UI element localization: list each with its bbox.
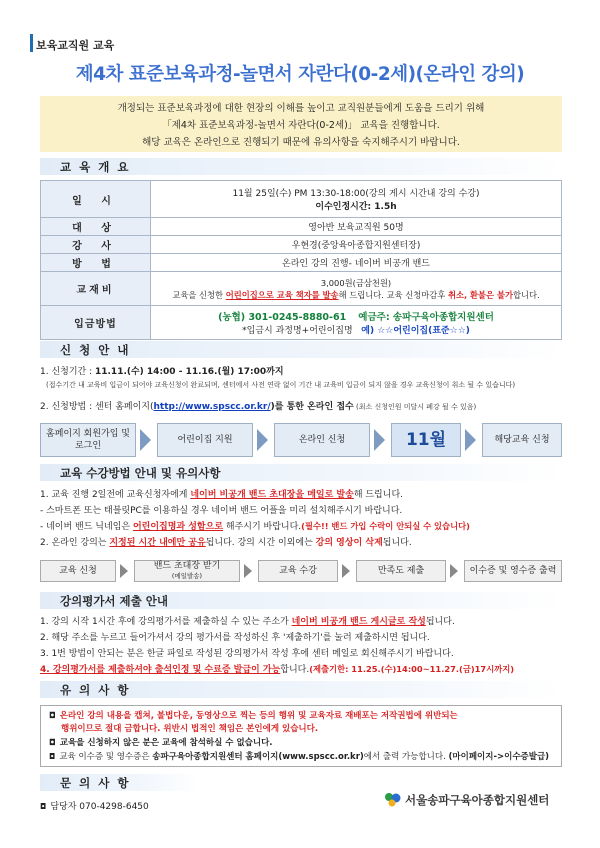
homepage-link[interactable]: http://www.spscc.or.kr/ <box>153 402 271 412</box>
arrow-right-icon <box>244 564 252 578</box>
contact-heading: 문 의 사 항 <box>60 776 131 790</box>
apply-heading: 신 청 안 내 <box>60 343 131 357</box>
method-heading: 교육 수강방법 안내 및 유의사항 <box>60 466 221 480</box>
course-step-1: 교육 신청 <box>40 560 116 582</box>
eval-line-3: 3. 1번 방법이 안되는 분은 한글 파일로 작성된 강의평가서 작성 후에 센터 메일로 회신해주시기 바랍니다. <box>40 649 454 659</box>
overview-heading: 교 육 개 요 <box>60 160 131 174</box>
row-value: 우현경(중앙육아종합지원센터장) <box>151 236 562 254</box>
eval-heading-bar <box>40 592 562 609</box>
method-line-2: - 스마트폰 또는 태블릿PC를 이용하실 경우 네이버 밴드 어플을 미리 설치해주시기 바랍니다. <box>40 506 403 516</box>
arrow-right-icon <box>450 564 458 578</box>
row-label: 강 사 <box>41 236 151 254</box>
notice-line-1: ◘ 온라인 강의 내용을 캡쳐, 불법다운, 동영상으로 찍는 등의 행위 및 교육자료 재배포는 저작권법에 위반되는 <box>49 711 458 721</box>
row-value: 영아반 보육교직원 50명 <box>151 218 562 236</box>
table-row <box>41 181 562 218</box>
table-row <box>41 218 562 236</box>
notice-heading-bar <box>40 681 562 698</box>
table-row <box>41 272 562 306</box>
apply-period-note: (접수기간 내 교육비 입금이 되어야 교육신청이 완료되며, 센터에서 사전 연락 없이 기간 내 교육비 입금이 되지 않을 경우 교육신청이 취소 될 수 있습니다) <box>46 381 516 389</box>
method-line-4: 2. 온라인 강의는 지정된 시간 내에만 공유됩니다. 강의 시간 이외에는 강의 영상이 삭제됩니다. <box>40 538 412 548</box>
schedule-text: 11월 25일(수) PM 13:30-18:00(강의 게시 시간내 강의 수강) <box>232 189 480 199</box>
overview-heading-bar <box>40 158 562 175</box>
arrow-right-icon <box>342 564 350 578</box>
method-line-3: - 네이버 밴드 닉네임은 어린이집명과 성함으로 해주시기 바랍니다.(필수!! 밴드 가입 수락이 안되실 수 있습니다) <box>40 521 470 532</box>
course-step-5: 이수증 및 영수증 출력 <box>464 560 562 582</box>
notice-box <box>40 705 562 767</box>
course-step-2: 밴드 초대장 받기 (메일발송) <box>134 560 240 582</box>
row-label: 교재비 <box>41 272 151 306</box>
page-title: 제4차 표준보육과정-놀면서 자란다(0-2세)(온라인 강의) <box>75 64 525 85</box>
arrow-right-icon <box>140 429 151 451</box>
org-logo-icon <box>383 789 403 809</box>
notice-line-3: ◘ 교육 이수증 및 영수증은 송파구육아종합지원센터 홈페이지(www.spscc.or.kr)에서 출력 가능합니다. (마이페이지->이수증발급) <box>49 752 550 762</box>
row-label: 일 시 <box>41 181 151 218</box>
row-value <box>151 272 562 306</box>
table-row <box>41 236 562 254</box>
row-label: 방 법 <box>41 254 151 272</box>
apply-step-3: 온라인 신청 <box>274 423 370 457</box>
eval-heading: 강의평가서 제출 안내 <box>60 594 168 608</box>
row-label: 대 상 <box>41 218 151 236</box>
intro-line-3: 해당 교육은 온라인으로 진행되기 때문에 유의사항을 숙지해주시기 바랍니다. <box>142 137 460 148</box>
row-label: 입금방법 <box>41 306 151 340</box>
course-step-4: 만족도 제출 <box>356 560 446 582</box>
apply-step-5: 해당교육 신청 <box>482 423 562 457</box>
row-value: 온라인 강의 진행- 네이버 비공개 밴드 <box>151 254 562 272</box>
arrow-right-icon <box>120 564 128 578</box>
notice-line-1b: 행위이므로 절대 금합니다. 위반시 법적인 책임은 본인에게 있습니다. <box>61 724 319 734</box>
fee-note: 교육을 신청한 어린이집으로 교육 책자를 발송해 드립니다. 교육 신청마감후 취소, 환불은 불가합니다. <box>172 289 540 300</box>
row-value <box>151 306 562 340</box>
eval-line-2: 2. 해당 주소를 누르고 들어가셔서 강의 평가서를 작성하신 후 '제출하기'를 눌러 제출하시면 됩니다. <box>40 633 430 643</box>
course-step-3: 교육 수강 <box>258 560 338 582</box>
apply-period: 1. 신청기간 : 11.11.(수) 14:00 - 11.16.(월) 17:00까지 <box>40 367 284 377</box>
apply-step-4: 11월 <box>391 423 461 457</box>
apply-heading-bar <box>40 341 562 358</box>
arrow-right-icon <box>374 429 385 451</box>
deposit-note: *입금시 과정명+어린이집명 예) ☆☆어린이집(표준☆☆) <box>242 326 470 336</box>
org-logo <box>383 789 563 811</box>
arrow-right-icon <box>257 429 268 451</box>
intro-line-1: 개정되는 표준보육과정에 대한 현장의 이해를 높이고 교직원분들에게 도움을 드리기 위해 <box>117 103 485 114</box>
apply-flow <box>40 423 562 457</box>
method-line-1: 1. 교육 진행 2일전에 교육신청자에게 네이버 비공개 밴드 초대장을 메일로 발송해 드립니다. <box>40 490 404 500</box>
row-value <box>151 181 562 218</box>
category-label: 보육교직원 교육 <box>36 39 115 52</box>
overview-table <box>40 180 562 340</box>
org-name: 서울송파구육아종합지원센터 <box>405 793 550 807</box>
method-heading-bar <box>40 464 562 481</box>
apply-method: 2. 신청방법 : 센터 홈페이지(http://www.spscc.or.kr/)를 통한 온라인 접수 (최소 신청인원 미달시 폐강 될 수 있음) <box>40 402 477 412</box>
eval-line-4: 4. 강의평가서를 제출하셔야 출석인정 및 수료증 발급이 가능합니다.(제출기한: 11.25.(수)14:00~11.27.(금)17시까지) <box>40 664 515 675</box>
arrow-right-icon <box>465 429 476 451</box>
course-flow <box>40 560 562 582</box>
table-row <box>41 306 562 340</box>
intro-box <box>40 96 562 152</box>
account-line: (농협) 301-0245-8880-61 예금주: 송파구육아종합지원센터 <box>218 312 494 323</box>
apply-step-2: 어린이집 지원 <box>157 423 253 457</box>
eval-line-1: 1. 강의 시작 1시간 후에 강의평가서를 제출하실 수 있는 주소가 네이버 비공개 밴드 게시글로 작성됩니다. <box>40 617 455 627</box>
contact-phone: ◘ 담당자 070-4298-6450 <box>40 802 149 812</box>
apply-step-1: 홈페이지 회원가입 및 로그인 <box>40 423 136 457</box>
contact-heading-bar <box>40 774 200 791</box>
table-row <box>41 254 562 272</box>
fee-amount: 3,000원(금삼천원) <box>320 277 392 288</box>
notice-heading: 유 의 사 항 <box>60 683 131 697</box>
credit-hours: 이수인정시간: 1.5h <box>315 202 397 212</box>
intro-line-2: 「제4차 표준보육과정-놀면서 자란다(0-2세)」 교육을 진행합니다. <box>162 120 440 131</box>
notice-line-2: ◘ 교육을 신청하지 않은 분은 교육에 참석하실 수 없습니다. <box>49 738 273 748</box>
